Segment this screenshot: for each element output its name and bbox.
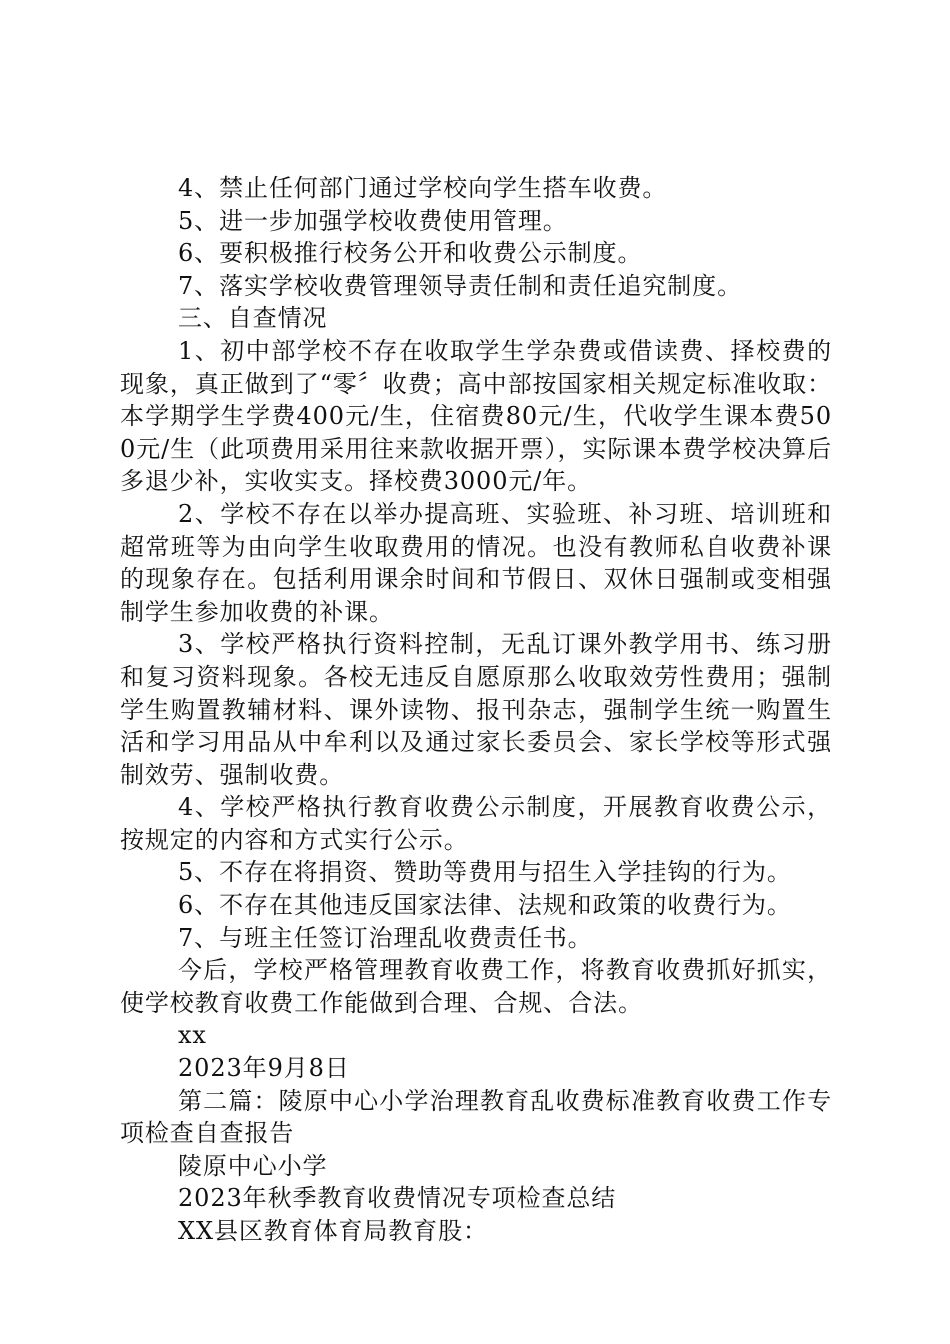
recipient-salutation: XX县区教育体育局教育股：	[178, 1217, 488, 1245]
school-name: 陵原中心小学	[178, 1151, 328, 1180]
paragraph-self-check-4: 4、学校严格执行教育收费公示制度，开展教育收费公示，按规定的内容和方式实行公示。	[120, 793, 832, 854]
paragraph-self-check-3: 3、学校严格执行资料控制，无乱订课外教学用书、练习册和复习资料现象。各校无违反自愿原那么收取效劳性费用；强制学生购置教辅材料、课外读物、报刊杂志，强制学生统一购置生活和学习用品从中牟利以及通过家长委员会、家长学校等形式强制效劳、强制收费。	[120, 630, 832, 789]
second-article-title: 第二篇：陵原中心小学治理教育乱收费标准教育收费工作专项检查自查报告	[120, 1086, 832, 1148]
section-heading-self-inspection: 三、自查情况	[178, 304, 328, 333]
report-subtitle: 2023年秋季教育收费情况专项检查总结	[178, 1184, 617, 1213]
document-body	[120, 172, 832, 1248]
paragraph-self-check-6: 6、不存在其他违反国家法律、法规和政策的收费行为。	[178, 891, 792, 920]
paragraph-item-6-disclosure-system: 6、要积极推行校务公开和收费公示制度。	[178, 239, 643, 268]
paragraph-self-check-1: 1、初中部学校不存在收取学生学杂费或借读费、择校费的现象，真正做到了“零〞收费；高中部按国家相关规定标准收取：本学期学生学费400元/生，住宿费80元/生，代收学生课本费500元/生（此项费用采用往来款收据开票），实际课本费学校决算后多退少补，实收实支。择校费3000元/年。	[120, 336, 832, 496]
paragraph-conclusion: 今后，学校严格管理教育收费工作，将教育收费抓好抓实，使学校教育收费工作能做到合理、合规、合法。	[120, 956, 832, 1017]
paragraph-self-check-2: 2、学校不存在以举办提高班、实验班、补习班、培训班和超常班等为由向学生收取费用的情况。也没有教师私自收费补课的现象存在。包括利用课余时间和节假日、双休日强制或变相强制学生参加收费的补课。	[120, 499, 832, 626]
paragraph-item-5-fee-management: 5、进一步加强学校收费使用管理。	[178, 206, 568, 235]
paragraph-self-check-5: 5、不存在将捐资、赞助等费用与招生入学挂钩的行为。	[178, 858, 792, 887]
paragraph-item-7-accountability: 7、落实学校收费管理领导责任制和责任追究制度。	[178, 271, 742, 300]
paragraph-self-check-7: 7、与班主任签订治理乱收费责任书。	[178, 923, 593, 952]
paragraph-item-4-no-piggyback-fees: 4、禁止任何部门通过学校向学生搭车收费。	[178, 174, 668, 202]
signature-name: xx	[178, 1021, 207, 1050]
signature-date: 2023年9月8日	[178, 1054, 350, 1083]
